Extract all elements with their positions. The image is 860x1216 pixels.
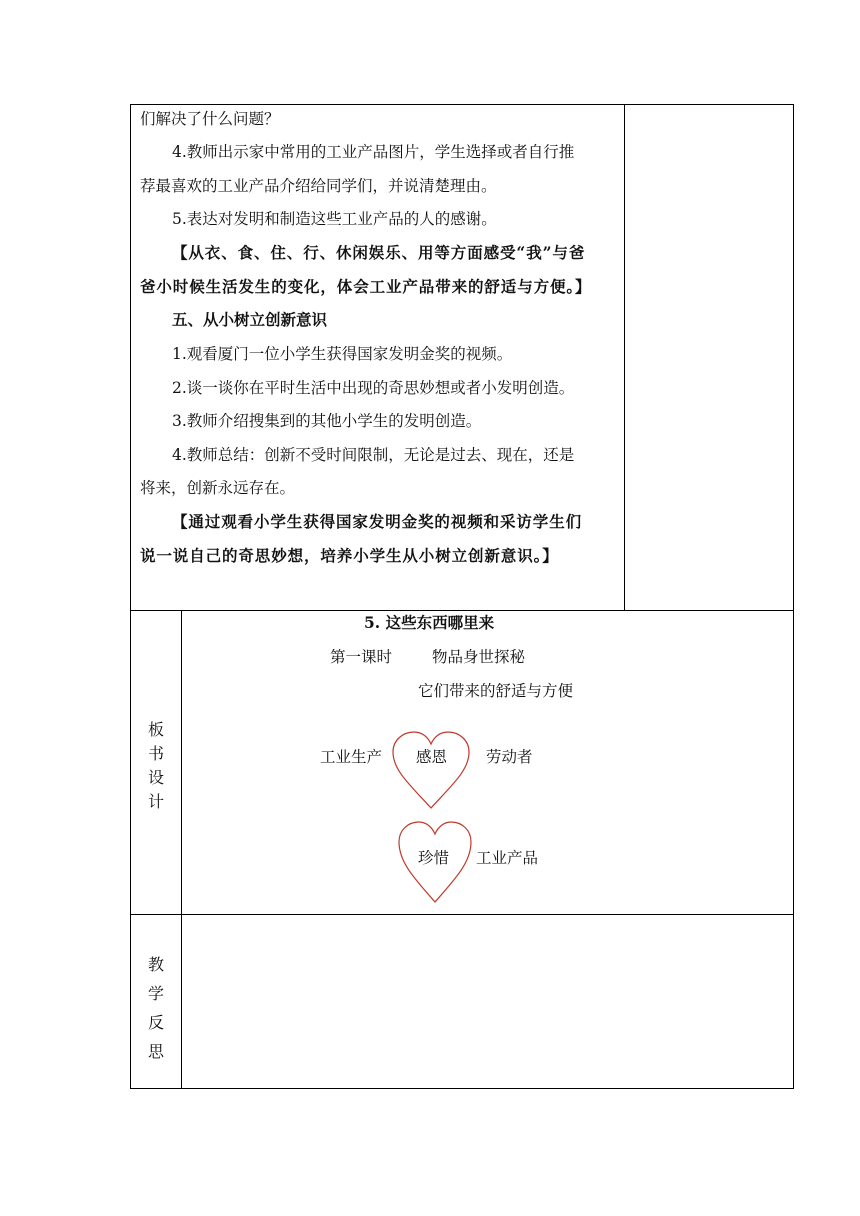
comment-line: 【从衣、食、住、行、休闲娱乐、用等方面感受“我”与爸 [172, 243, 586, 262]
reflection-label-char: 思 [147, 1042, 164, 1061]
comment-line: 爸小时候生活发生的变化，体会工业产品带来的舒适与方便。】 [140, 277, 592, 296]
row-divider-1 [130, 610, 794, 611]
board-label-char: 书 [147, 744, 164, 763]
upper-column-divider [624, 104, 625, 610]
heart2-label: 珍惜 [418, 849, 450, 867]
heart1-label: 感恩 [416, 748, 448, 766]
board-left-word: 工业生产 [320, 748, 383, 766]
board-label-char: 设 [147, 768, 164, 787]
text-line: 4.教师出示家中常用的工业产品图片，学生选择或者自行推 [172, 143, 575, 161]
section-heading: 五、从小树立创新意识 [172, 310, 328, 329]
text-line: 1.观看厦门一位小学生获得国家发明金奖的视频。 [172, 345, 513, 363]
text-line: 3.教师介绍搜集到的其他小学生的发明创造。 [172, 412, 482, 430]
text-line: 5.表达对发明和制造这些工业产品的人的感谢。 [172, 210, 497, 228]
board-benefit: 它们带来的舒适与方便 [418, 682, 574, 700]
text-line: 将来，创新永远存在。 [140, 479, 296, 497]
board-lesson: 第一课时 [330, 648, 393, 666]
text-line: 2.谈一谈你在平时生活中出现的奇思妙想或者小发明创造。 [172, 379, 575, 397]
label-column-divider [181, 610, 182, 1089]
reflection-label [136, 950, 176, 1066]
reflection-label-char: 学 [147, 984, 164, 1003]
board-label [136, 718, 176, 814]
text-line: 们解决了什么问题？ [140, 110, 280, 128]
reflection-label-char: 反 [147, 1013, 164, 1032]
board-label-char: 板 [147, 720, 164, 739]
board-right-word: 劳动者 [486, 748, 533, 766]
table-right-border [793, 104, 794, 1089]
table-bottom-border [130, 1088, 794, 1089]
heart-icon [391, 730, 471, 810]
row-divider-2 [130, 914, 794, 915]
comment-line: 说一说自己的奇思妙想，培养小学生从小树立创新意识。】 [140, 546, 559, 565]
text-line: 荐最喜欢的工业产品介绍给同学们，并说清楚理由。 [140, 177, 497, 195]
board-label-char: 计 [147, 792, 164, 811]
reflection-label-char: 教 [147, 955, 164, 974]
table-left-border [130, 104, 131, 1089]
table-top-border [130, 104, 794, 105]
board-topic: 物品身世探秘 [432, 648, 526, 666]
board-heart2-right: 工业产品 [476, 849, 539, 867]
text-line: 4.教师总结：创新不受时间限制，无论是过去、现在，还是 [172, 446, 575, 464]
board-title: 5. 这些东西哪里来 [364, 613, 495, 632]
comment-line: 【通过观看小学生获得国家发明金奖的视频和采访学生们 [172, 512, 583, 531]
